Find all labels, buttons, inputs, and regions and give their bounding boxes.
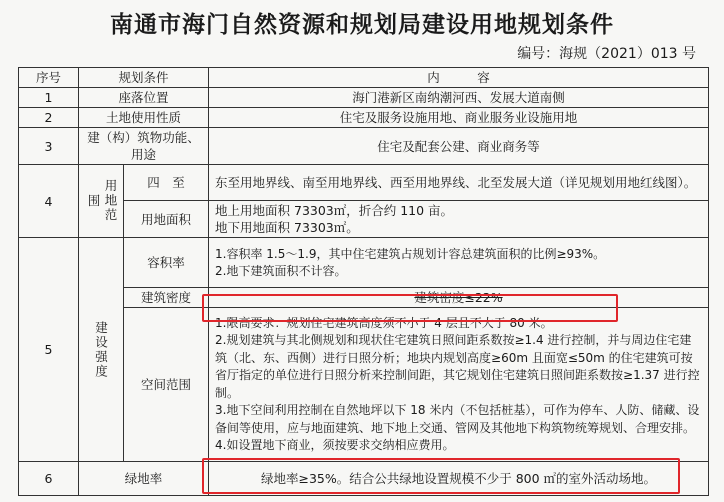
area-line: 地下用地面积 73303㎡。 (215, 220, 359, 235)
sub-label: 四 至 (124, 165, 209, 201)
far-content (209, 238, 709, 288)
space-content (209, 308, 709, 462)
sub-label: 空间范围 (124, 308, 209, 462)
row-seq: 3 (19, 128, 79, 165)
header-seq: 序号 (19, 68, 79, 88)
row-label: 土地使用性质 (79, 108, 209, 128)
row-content: 绿地率≥35%。结合公共绿地设置规模不少于 800 ㎡的室外活动场地。 (209, 462, 709, 496)
row-seq: 4 (19, 165, 79, 238)
header-content: 内 容 (209, 68, 709, 88)
space-item: 4.如设置地下商业，须按要求交纳相应费用。 (215, 438, 455, 452)
area-line: 地上用地面积 73303㎡，折合约 110 亩。 (215, 203, 454, 218)
row-group-label (79, 238, 124, 462)
row-label: 座落位置 (79, 88, 209, 108)
density-content: 建筑密度≤22% (209, 288, 709, 308)
sub-label: 容积率 (124, 238, 209, 288)
row-seq: 2 (19, 108, 79, 128)
table-row (19, 88, 709, 108)
far-line: 1.容积率 1.5～1.9，其中住宅建筑占规划计容总建筑面积的比例≥93%。 (215, 246, 606, 261)
row-content: 海门港新区南纳潮河西、发展大道南侧 (209, 88, 709, 108)
area-content (209, 201, 709, 238)
row-seq: 5 (19, 238, 79, 462)
table-row (19, 108, 709, 128)
planning-conditions-table (18, 67, 709, 496)
document-number: 编号：海规（2021）013 号 (517, 46, 696, 62)
boundary-content: 东至用地界线、南至用地界线、西至用地界线、北至发展大道（详见规划用地红线图）。 (209, 165, 709, 201)
header-condition: 规划条件 (79, 68, 209, 88)
table-row (19, 128, 709, 165)
page-title: 南通市海门自然资源和规划局建设用地规划条件 (110, 12, 614, 38)
table-header-row (19, 68, 709, 88)
row-content: 住宅及配套公建、商业商务等 (209, 128, 709, 165)
space-item: 3.地下空间利用控制在自然地坪以下 18 米内（不包括桩基），可作为停车、人防、储藏、设备间等使用，应与地面建筑、地下地上交通、管网及其他地下构筑物统筹规划、合理安排。 (215, 403, 700, 435)
table-row (19, 238, 709, 288)
far-line: 2.地下建筑面积不计容。 (215, 263, 347, 278)
row-seq: 1 (19, 88, 79, 108)
row-group-label (79, 165, 124, 238)
table-row (19, 165, 709, 201)
space-item: 1.限高要求：规划住宅建筑高度须不小于 4 层且不大于 80 米。 (215, 315, 553, 330)
space-item: 2.规划建筑与其北侧规划和现状住宅建筑日照间距系数按≥1.4 进行控制，并与周边住宅建筑（北、东、西侧）进行日照分析；地块内规划高度≥60m 且面宽≤50m 的住宅建筑可按省厅指定的单位进行日照分析来控制间距，其它规划住宅建筑日照间距系数按≥1.37 进行控制。 (215, 333, 700, 400)
row-label: 绿地率 (79, 462, 209, 496)
row-label: 建（构）筑物功能、用途 (79, 128, 209, 165)
row-content: 住宅及服务设施用地、商业服务业设施用地 (209, 108, 709, 128)
intensity-label: 建设强度 (93, 320, 109, 379)
row-seq: 6 (19, 462, 79, 496)
sub-label: 用地面积 (124, 201, 209, 238)
sub-label: 建筑密度 (124, 288, 209, 308)
land-scope-label: 用地范围 (86, 179, 118, 223)
table-row (19, 462, 709, 496)
